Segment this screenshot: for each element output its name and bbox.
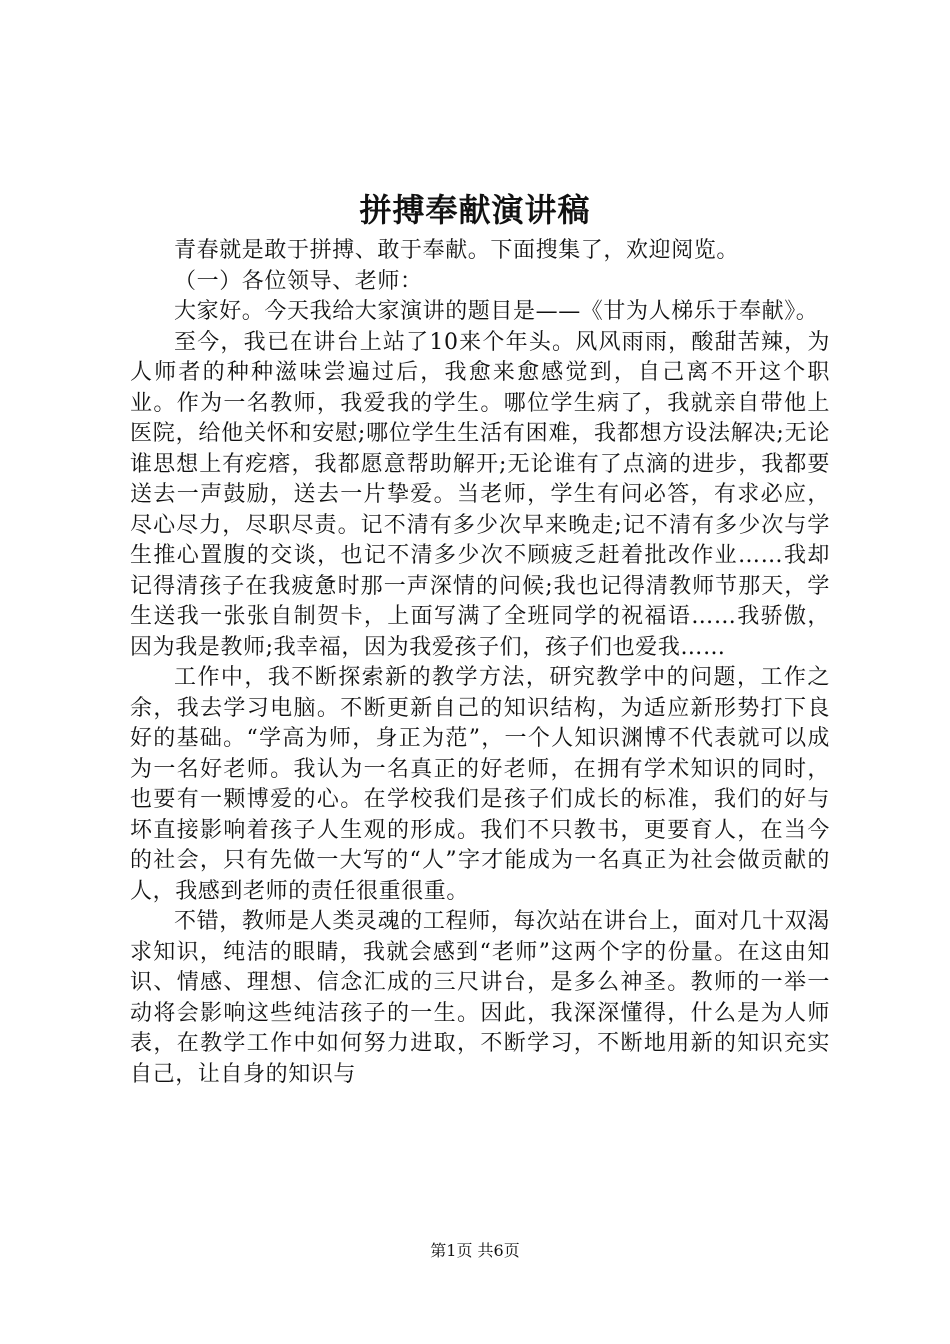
paragraph-salutation: （一）各位领导、老师： [174, 268, 423, 294]
paragraph-work: 工作中，我不断探索新的教学方法，研究教学中的问题，工作之余，我去学习电脑。不断更新自己的知识结构，为适应新形势打下良好的基础。“学高为师，身正为范”，一个人知识渊博不代表就可以成为一名好老师。我认为一名真正的好老师，在拥有学术知识的同时，也要有一颗博爱的心。在学校我们是孩子们成长的标准，我们的好与坏直接影响着孩子人生观的形成。我们不只教书，更要育人，在当今的社会，只有先做一大写的“人”字才能成为一名真正为社会做贡献的人，我感到老师的责任很重很重。 [130, 665, 830, 904]
document-title: 拼搏奉献演讲稿 [359, 191, 591, 229]
page-number-footer: 第1页 共6页 [430, 1241, 520, 1260]
document-body [130, 236, 830, 1090]
paragraph-career: 至今，我已在讲台上站了10来个年头。风风雨雨，酸甜苦辣，为人师者的种种滋味尝遍过后，我愈来愈感觉到，自己离不开这个职业。作为一名教师，我爱我的学生。哪位学生病了，我就亲自带他上医院，给他关怀和安慰;哪位学生生活有困难，我都想方设法解决;无论谁思想上有疙瘩，我都愿意帮助解开;无论谁有了点滴的进步，我都要送去一声鼓励，送去一片挚爱。当老师，学生有问必答，有求必应，尽心尽力，尽职尽责。记不清有多少次早来晚走;记不清有多少次与学生推心置腹的交谈，也记不清多少次不顾疲乏赶着批改作业……我却记得清孩子在我疲惫时那一声深情的问候;我也记得清教师节那天，学生送我一张张自制贺卡，上面写满了全班同学的祝福语……我骄傲，因为我是教师;我幸福，因为我爱孩子们，孩子们也爱我…… [130, 329, 830, 660]
paragraph-greeting: 大家好。今天我给大家演讲的题目是——《甘为人梯乐于奉献》。 [174, 299, 819, 324]
paragraph-intro: 青春就是敢于拼搏、敢于奉献。下面搜集了，欢迎阅览。 [174, 238, 740, 263]
paragraph-engineer: 不错，教师是人类灵魂的工程师，每次站在讲台上，面对几十双渴求知识，纯洁的眼睛，我就会感到“老师”这两个字的份量。在这由知识、情感、理想、信念汇成的三尺讲台，是多么神圣。教师的一举一动将会影响这些纯洁孩子的一生。因此，我深深懂得，什么是为人师表，在教学工作中如何努力进取，不断学习，不断地用新的知识充实自己，让自身的知识与 [130, 909, 830, 1087]
